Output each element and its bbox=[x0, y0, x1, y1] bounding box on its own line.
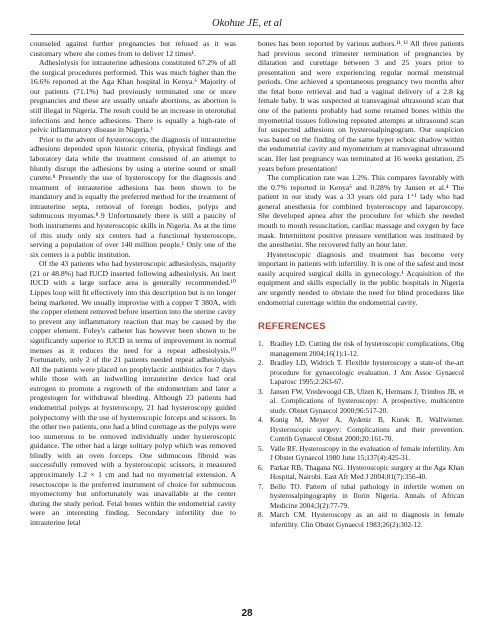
reference-number: 1. bbox=[258, 339, 264, 349]
reference-number: 4. bbox=[258, 415, 264, 425]
paragraph: Adhesiolysis for intrauterine adhesions constituted 67.2% of all the surgical procedures performed. This was much higher than the 16.6% reported at the Aga Khan hospital in Kenya.⁶ Majority of our patients (71.1%) had previously terminated one or more pregnancies and these are usually unsafe abortions, as abortion is still illegal in Nigeria. The result could be an increase in uterotubal infections and hence adhesions. There is equally a high-rate of pelvic inflammatory disease in Nigeria.¹ bbox=[30, 58, 236, 135]
reference-item bbox=[258, 358, 464, 387]
reference-text: Bello TO. Pattern of tubal pathology in infertile women on hysterosalpingography in Ilorin Nigeria. Annals of African Medicine 2004;3(2):77-79. bbox=[270, 481, 464, 510]
reference-item bbox=[258, 463, 464, 482]
paragraph: Prior to the advent of hysteroscopy, the diagnosis of intrauterine adhesions depended upon historic criteria, physical findings and laboratory data while the treatment consisted of an attempt to bluntly disrupt the adhesions by using a uterine sound or small curette.⁸ Presently the use of hysteroscopy for the diagnosis and treatment of intrauterine adhesions has been shown to be mandatory and is equally the preferred method for the treatment of intrauterine septa, removal of foreign bodies, polyps and submucous myomas.⁸˒9 Unfortunately there is still a paucity of both instruments and hysteroscopic skills in Nigeria. As at the time of this study only six centers had a functional hysteroscope, serving a population of over 140 million people.¹ Only one of the six centers is a public institution. bbox=[30, 134, 236, 259]
reference-item bbox=[258, 339, 464, 358]
reference-text: Jansen FW, Vredevoogd CB, Ulzen K, Hermans J, Trimbos JB, et al. Complications of hysteroscopy: A prospective, multicentre study. Obstet Gynaecol 2000;96:517-20. bbox=[270, 386, 464, 415]
reference-item bbox=[258, 444, 464, 463]
reference-item bbox=[258, 482, 464, 511]
paragraph: The complication rate was 1.2%. This compares favorably with the 0.7% reported in Kenya⁶ and 0.28% by Jansen et al.⁴ The patient in our study was a 33 years old para 1⁺¹ lady who had general anesthesia for combined hysteroscopy and laparoscopy. She developed apnea after the procedure for which she needed mouth to mouth resuscitation, cardiac massage and oxygen by face mask. Intermittent positive pressure ventilation was instituted by the anesthetist. She recovered fully an hour later. bbox=[258, 173, 464, 250]
header-rule bbox=[30, 34, 464, 35]
reference-text: March CM. Hysteroscopy as an aid to diagnosis in female infertility. Clin Obstet Gynaecol 1983;26(2):302-12. bbox=[270, 510, 464, 529]
reference-number: 7. bbox=[258, 481, 264, 491]
reference-text: Konig M, Meyer A, Aydenir B, Kurek R, Wallwiener. Hysteroscopic surgery: Complications and their prevention. Contrib Gynaecol Obstet 2000;20:161-70. bbox=[270, 415, 464, 444]
page-number: 28 bbox=[241, 608, 253, 619]
paragraph: Of the 43 patients who had hysteroscopic adhesiolysis, majority (21 or 48.8%) had IUCD inserted following adhesiolysis. An inert IUCD with a large surface area is generally recommended.¹⁰ Lippes loop will fit effectively into this description but is no longer being marketed. We usually improvise with a copper T 380A, with the copper element removed before insertion into the uterine cavity to prevent any inflammatory reaction that may be caused by the copper element. Foley's catheter has however been shown to be significantly superior to IUCD in terms of improvement in normal menses as it reduces the need for a repeat adhesiolysis.¹⁰ Fortunately, only 2 of the 21 patients needed repeat adhesiolysis. All the patients were placed on prophylactic antibiotics for 7 days while those with an indwelling intrauterine device had oral estrogen to promote a regrowth of the endometrium and later a progestogen for withdrawal bleeding. Although 23 patients had endometrial polyps at hysteroscopy, 21 had hysteroscopy guided polypectomy with the use of hysteroscopic forceps and scissors. In the other two patients, one had a blind curettage as the polyps were too numerous to be removed individually under hysteroscopic guidance. The other had a large solitary polyp which was removed blindly with an oven forceps. One submucous fibroid was successfully removed with a hysteroscopic scissors, it measured approximately 1.2 × 1 cm and had no myometrial extension. A resectoscope is the preferred instrument of choice for submucous myomectomy but unfortunately was unavailable at the center during the study period. Fetal bones within the endometrial cavity were an interesting finding. Secondary infertility due to intrauterine fetal bbox=[30, 259, 236, 527]
reference-number: 5. bbox=[258, 443, 264, 453]
reference-item bbox=[258, 387, 464, 416]
left-column bbox=[30, 39, 236, 527]
references-list bbox=[258, 339, 464, 529]
reference-number: 3. bbox=[258, 386, 264, 396]
paragraph: bones has been reported by various authors.¹¹˒¹² All three patients had previous second trimester termination of pregnancies by dilatation and curettage between 3 and 25 years prior to presentation and were experiencing regular normal menstrual periods. One achieved a spontaneous pregnancy two months after the fetal bone retrieval and had a vaginal delivery of a 2.8 kg female baby. It was suspected at transvaginal ultrasound scan that one of the patients probably had some retained bones within the myometrial tissues following repeated attempts at ultrasound scan for suspected adhesions on hysterosalpingogram. Our suspicion was based on the finding of the same hyper echoic shadow within the endometrial cavity and myometrium at transvaginal ultrasound scan. Her last pregnancy was terminated at 16 weeks gestation, 25 years before presentation! bbox=[258, 39, 464, 173]
reference-text: Valle RF. Hysteroscopy in the evaluation of female infertility. Am J Obstet Gynaecol 1980 June 15;137(4):425-31. bbox=[270, 443, 464, 463]
reference-item bbox=[258, 415, 464, 444]
references-heading: REFERENCES bbox=[258, 321, 326, 333]
reference-number: 6. bbox=[258, 462, 264, 472]
reference-text: Bradley LD. Cutting the risk of hysteroscopic complications. Obg management 2004;16(1):1-12. bbox=[270, 339, 464, 358]
reference-number: 2. bbox=[258, 358, 264, 368]
right-column bbox=[258, 39, 464, 529]
reference-text: Parkar RB, Thagana NG. Hysteroscopic surgery at the Aga Khan Hospital, Nairobi. East Afr Med J 2004;81(7):356-40. bbox=[270, 462, 464, 482]
reference-item bbox=[258, 510, 464, 529]
paragraph: counseled against further pregnancies but refused as it was customary where she comes from to deliver 12 times¹. bbox=[30, 39, 236, 58]
reference-number: 8. bbox=[258, 510, 264, 520]
running-header: Okohue JE, et al bbox=[212, 18, 282, 29]
reference-text: Bradley LD, Widrich T. Flexible hysteroscopy a state-of the-art procedure for gynaecologic evaluation. J Am Assoc Gynaecol Laparosc 1995;2:263-67. bbox=[270, 358, 464, 387]
paragraph: Hysteroscopic diagnosis and treatment has become very important in patients with infertility. It is one of the safest and most easily acquired surgical skills in gynecology.¹ Acquisition of the equipment and skills especially in the public hospitals in Nigeria are urgently needed to obviate the need for blind procedures like endometrial curettage within the endometrial cavity. bbox=[258, 249, 464, 307]
